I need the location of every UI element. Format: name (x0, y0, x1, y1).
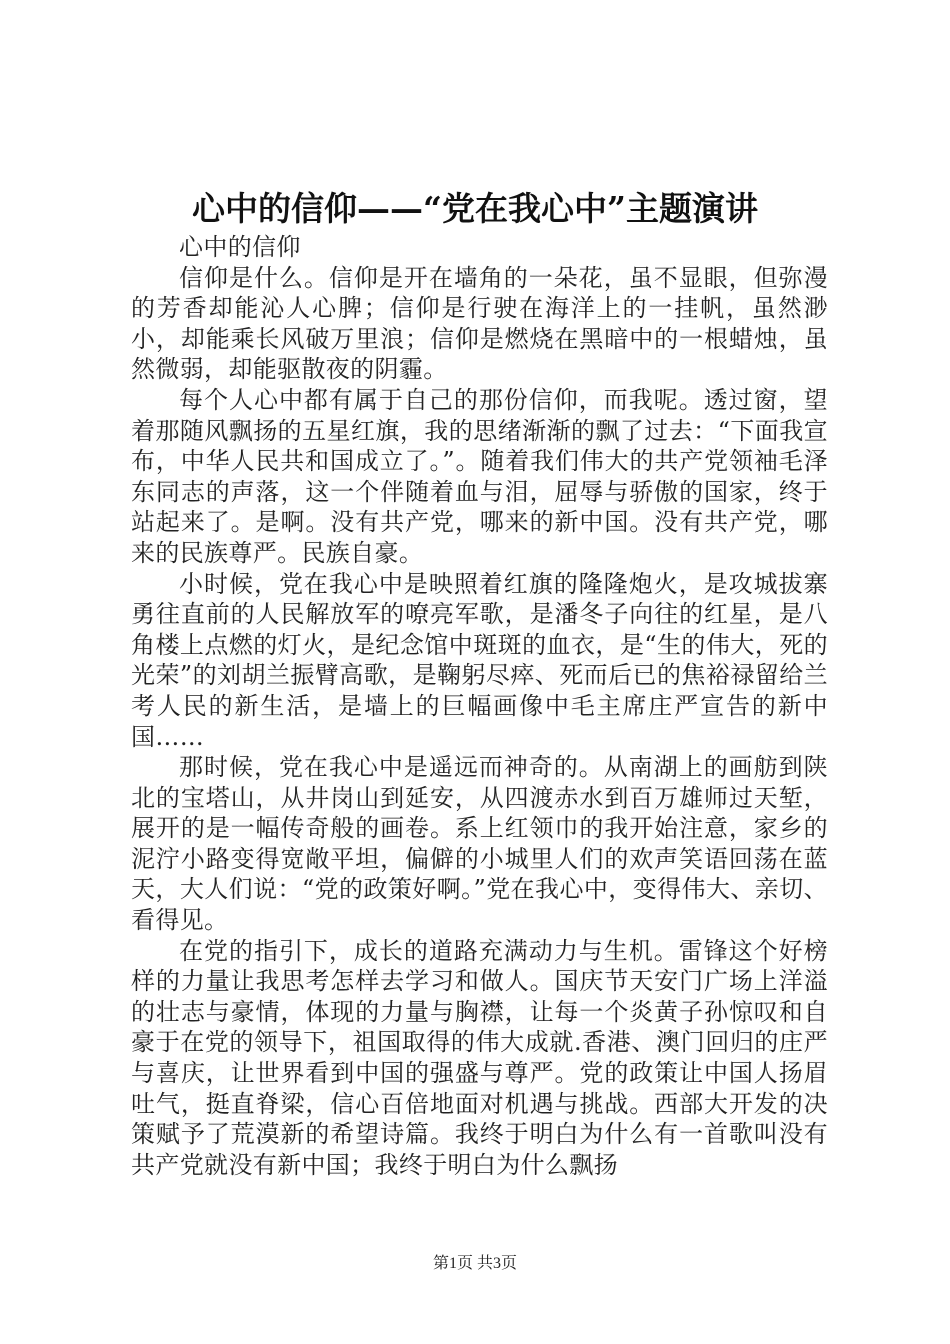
document-subtitle: 心中的信仰 (179, 233, 301, 261)
paragraph: 每个人心中都有属于自己的那份信仰，而我呢。透过窗，望着那随风飘扬的五星红旗，我的思绪渐渐的飘了过去：“下面我宣布，中华人民共和国成立了。”。随着我们伟大的共产党领袖毛泽东同志的声落，这一个伴随着血与泪，屈辱与骄傲的国家，终于站起来了。是啊。没有共产党，哪来的新中国。没有共产党，哪来的民族尊严。民族自豪。 (131, 385, 828, 567)
paragraph: 那时候，党在我心中是遥远而神奇的。从南湖上的画舫到陕北的宝塔山，从井岗山到延安，从四渡赤水到百万雄师过天堑，展开的是一幅传奇般的画卷。系上红领巾的我开始注意，家乡的泥泞小路变得宽敞平坦，偏僻的小城里人们的欢声笑语回荡在蓝天，大人们说：“党的政策好啊。”党在我心中，变得伟大、亲切、看得见。 (131, 753, 828, 935)
paragraph: 在党的指引下，成长的道路充满动力与生机。雷锋这个好榜样的力量让我思考怎样去学习和做人。国庆节天安门广场上洋溢的壮志与豪情，体现的力量与胸襟，让每一个炎黄子孙惊叹和自豪于在党的领导下，祖国取得的伟大成就.香港、澳门回归的庄严与喜庆，让世界看到中国的强盛与尊严。党的政策让中国人扬眉吐气，挺直脊梁，信心百倍地面对机遇与挑战。西部大开发的决策赋予了荒漠新的希望诗篇。我终于明白为什么有一首歌叫没有共产党就没有新中国；我终于明白为什么飘扬 (131, 936, 828, 1179)
paragraph: 小时候，党在我心中是映照着红旗的隆隆炮火，是攻城拔寨勇往直前的人民解放军的嘹亮军歌，是潘冬子向往的红星，是八角楼上点燃的灯火，是纪念馆中斑斑的血衣，是“生的伟大，死的光荣”的刘胡兰振臂高歌，是鞠躬尽瘁、死而后已的焦裕禄留给兰考人民的新生活，是墙上的巨幅画像中毛主席庄严宣告的新中国…… (131, 569, 828, 751)
document-title: 心中的信仰——“党在我心中”主题演讲 (192, 189, 758, 228)
page-number-footer: 第1页 共3页 (432, 1255, 517, 1272)
paragraph: 信仰是什么。信仰是开在墙角的一朵花，虽不显眼，但弥漫的芳香却能沁人心脾；信仰是行驶在海洋上的一挂帆，虽然渺小，却能乘长风破万里浪；信仰是燃烧在黑暗中的一根蜡烛，虽然微弱，却能驱散夜的阴霾。 (131, 263, 828, 384)
document-body (131, 232, 828, 1180)
